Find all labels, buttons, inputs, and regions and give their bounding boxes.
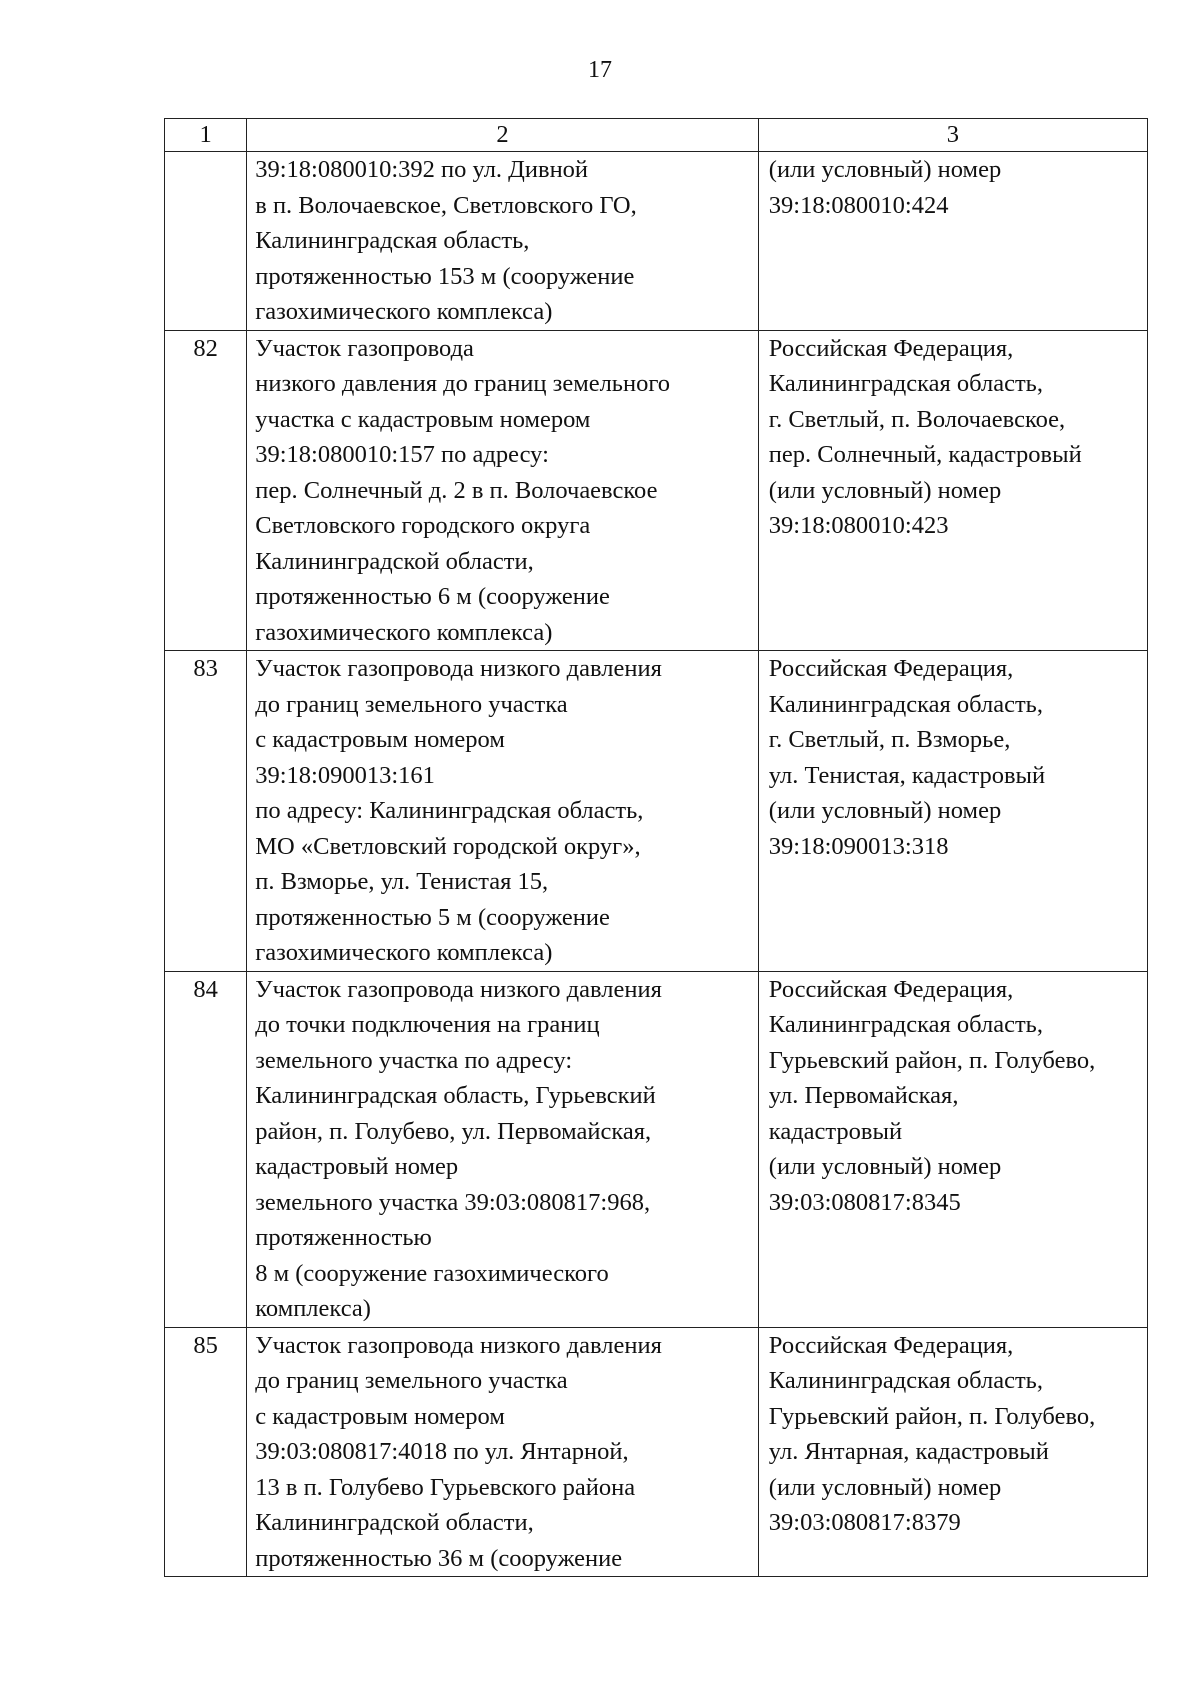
description-line: протяженностью 36 м (сооружение <box>255 1544 623 1572</box>
column-header-number: 1 <box>165 119 247 152</box>
owner-line: Калининградская область, <box>768 690 1043 718</box>
owner-line: (или условный) номер <box>768 797 1002 824</box>
description-line: Калининградской области, <box>255 547 534 575</box>
description-line: земельного участка 39:03:080817:968, <box>255 1188 651 1216</box>
table-header-row <box>165 119 1148 152</box>
description-line: протяженностью 5 м (сооружение <box>255 903 610 931</box>
description-line: Участок газопровода низкого давления <box>255 975 662 1003</box>
description-line: до границ земельного участка <box>255 1367 568 1394</box>
owner-line: ул. Первомайская, <box>768 1082 959 1109</box>
owner-line: Калининградская область, <box>768 370 1043 397</box>
table-row <box>165 971 1148 1327</box>
owner-line: кадастровый <box>768 1117 903 1145</box>
owner-line: (или условный) номер <box>768 476 1002 504</box>
owner-line: Гурьевский район, п. Голубево, <box>768 1046 1096 1074</box>
owner-line: (или условный) номер <box>768 156 1002 183</box>
description-line: в п. Волочаевское, Светловского ГО, <box>255 191 637 219</box>
description-line: район, п. Голубево, ул. Первомайская, <box>255 1117 652 1145</box>
row-number: 83 <box>165 651 247 972</box>
description-line: Калининградская область, Гурьевский <box>255 1082 656 1109</box>
description-line: МО «Светловский городской округ», <box>255 832 641 860</box>
description-line: Светловского городского округа <box>255 512 591 539</box>
owner-location <box>758 651 1147 972</box>
owner-line: г. Светлый, п. Волочаевское, <box>768 405 1066 433</box>
table-row <box>165 152 1148 331</box>
row-number <box>165 152 247 331</box>
object-description <box>247 1327 759 1577</box>
owner-location <box>758 152 1147 331</box>
owner-line: г. Светлый, п. Взморье, <box>768 726 1011 753</box>
description-line: 39:18:090013:161 <box>255 761 435 789</box>
description-line: Участок газопровода низкого давления <box>255 655 662 682</box>
owner-line: Гурьевский район, п. Голубево, <box>768 1402 1096 1430</box>
description-line: 39:18:080010:157 по адресу: <box>255 441 549 468</box>
description-line: газохимического комплекса) <box>255 618 553 646</box>
column-header-owner: 3 <box>758 119 1147 152</box>
table-row <box>165 1327 1148 1577</box>
description-line: Калининградская область, <box>255 227 530 254</box>
owner-line: Калининградская область, <box>768 1367 1043 1394</box>
description-line: участка с кадастровым номером <box>255 405 591 433</box>
description-line: Участок газопровода низкого давления <box>255 1331 662 1359</box>
description-line: с кадастровым номером <box>255 726 505 753</box>
owner-line: ул. Янтарная, кадастровый <box>768 1438 1049 1465</box>
description-line: с кадастровым номером <box>255 1402 505 1430</box>
description-line: п. Взморье, ул. Тенистая 15, <box>255 868 549 895</box>
description-line: 39:18:080010:392 по ул. Дивной <box>255 156 589 183</box>
owner-line: (или условный) номер <box>768 1473 1002 1501</box>
row-number: 82 <box>165 330 247 651</box>
owner-line: 39:18:090013:318 <box>768 832 949 860</box>
description-line: земельного участка по адресу: <box>255 1046 573 1074</box>
owner-location <box>758 330 1147 651</box>
column-header-description: 2 <box>247 119 759 152</box>
description-line: до границ земельного участка <box>255 690 568 718</box>
description-line: пер. Солнечный д. 2 в п. Волочаевское <box>255 476 658 504</box>
description-line: газохимического комплекса) <box>255 939 553 966</box>
description-line: Калининградской области, <box>255 1509 534 1536</box>
owner-line: Российская Федерация, <box>768 655 1014 682</box>
object-description <box>247 651 759 972</box>
owner-line: 39:18:080010:424 <box>768 191 949 219</box>
description-line: газохимического комплекса) <box>255 298 553 325</box>
owner-line: пер. Солнечный, кадастровый <box>768 441 1082 468</box>
owner-line: Российская Федерация, <box>768 975 1014 1003</box>
description-line: 39:03:080817:4018 по ул. Янтарной, <box>255 1438 629 1465</box>
description-line: 8 м (сооружение газохимического <box>255 1259 609 1287</box>
owner-line: Российская Федерация, <box>768 334 1014 362</box>
description-line: протяженностью <box>255 1224 432 1251</box>
owner-line: Российская Федерация, <box>768 1331 1014 1359</box>
owner-line: 39:03:080817:8379 <box>768 1509 961 1536</box>
page-number: 17 <box>588 57 612 83</box>
description-line: по адресу: Калининградская область, <box>255 797 644 824</box>
description-line: до точки подключения на границ <box>255 1011 600 1038</box>
description-line: 13 в п. Голубево Гурьевского района <box>255 1473 636 1501</box>
description-line: Участок газопровода <box>255 334 474 362</box>
owner-line: 39:18:080010:423 <box>768 512 949 539</box>
row-number: 85 <box>165 1327 247 1577</box>
object-description <box>247 330 759 651</box>
description-line: протяженностью 6 м (сооружение <box>255 583 610 610</box>
owner-line: ул. Тенистая, кадастровый <box>768 761 1046 789</box>
owner-line: 39:03:080817:8345 <box>768 1188 961 1216</box>
registry-table <box>164 118 1148 1577</box>
description-line: комплекса) <box>255 1295 371 1322</box>
table-row <box>165 330 1148 651</box>
owner-location <box>758 971 1147 1327</box>
owner-location <box>758 1327 1147 1577</box>
object-description <box>247 152 759 331</box>
owner-line: (или условный) номер <box>768 1153 1002 1180</box>
row-number: 84 <box>165 971 247 1327</box>
description-line: протяженностью 153 м (сооружение <box>255 262 635 290</box>
description-line: низкого давления до границ земельного <box>255 370 671 397</box>
table-row <box>165 651 1148 972</box>
object-description <box>247 971 759 1327</box>
description-line: кадастровый номер <box>255 1153 459 1180</box>
owner-line: Калининградская область, <box>768 1011 1043 1038</box>
